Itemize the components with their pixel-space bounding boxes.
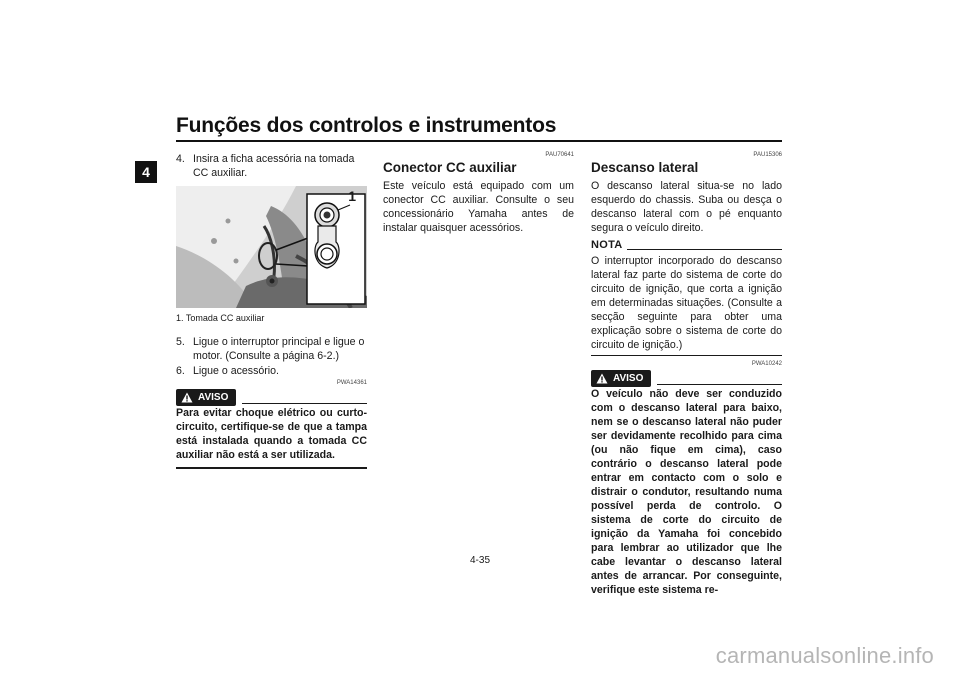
page-title: Funções dos controlos e instrumentos [176, 114, 557, 137]
warning-header [591, 370, 782, 387]
section-heading: Descanso lateral [591, 160, 699, 175]
step-number: 4. [176, 153, 185, 165]
warning-badge [176, 389, 236, 406]
step-6 [176, 364, 367, 378]
warning-header [176, 389, 367, 406]
warning-triangle-icon [181, 392, 193, 403]
socket-illustration [176, 186, 367, 308]
warning-code: PWA10242 [751, 361, 782, 367]
column-2 [383, 151, 574, 235]
section-heading: Conector CC auxiliar [383, 160, 517, 175]
warning-text: O veículo não deve ser conduzido com o descanso lateral para baixo, nem se o descanso lateral não puder ser devidamente recolhido para cima (ou não fique em cima), caso contrário o descanso lateral pode entrar em contacto com o solo e distrair o condutor, resultando numa possível perda de controlo. O sistema de corte do circuito de ignição da Yamaha foi concebido para lembrar ao utilizador que lhe cabe levantar o descanso lateral antes de arrancar. Por conseguinte, verifique este sistema re- [591, 388, 782, 596]
section-text: Este veículo está equipado com um conector CC auxiliar. Consulte o seu concessionário Yamaha antes de instalar quaisquer acessórios. [383, 180, 574, 234]
column-1 [176, 152, 367, 469]
step-text: Insira a ficha acessória na tomada CC auxiliar. [193, 153, 355, 179]
chapter-tab: 4 [135, 161, 157, 183]
column-3 [591, 151, 782, 597]
socket-photo [176, 186, 367, 308]
note-text: O interruptor incorporado do descanso lateral faz parte do sistema de corte do circuito de ignição, que corta a ignição em determinadas situações. (Consulte a secção seguinte para obter uma explicação sobre o sistema de corte do circuito de ignição.) [591, 255, 782, 351]
figure-caption: 1. Tomada CC auxiliar [176, 313, 265, 323]
warning-label: AVISO [613, 372, 644, 384]
warning-code: PWA14361 [336, 380, 367, 386]
step-text: Ligue o acessório. [193, 365, 279, 377]
warning-rule [657, 384, 782, 385]
warning-label: AVISO [198, 391, 229, 403]
figure-callout-number: 1 [348, 188, 356, 204]
section-code: PAU70641 [545, 152, 574, 158]
section-code: PAU15306 [753, 152, 782, 158]
title-rule [176, 140, 782, 142]
step-4 [176, 152, 367, 180]
step-number: 6. [176, 365, 185, 377]
note-rule [627, 249, 782, 250]
warning-text: Para evitar choque elétrico ou curto-circuito, certifique-se de que a tampa está instalada quando a tomada CC auxiliar não está a ser utilizada. [176, 407, 367, 461]
note-header [591, 238, 782, 252]
warning-rule [242, 403, 367, 404]
section-text: O descanso lateral situa-se no lado esquerdo do chassis. Suba ou desça o descanso lateral com o pé enquanto segura o veículo direito. [591, 180, 782, 234]
step-number: 5. [176, 336, 185, 348]
watermark: carmanualsonline.info [715, 643, 934, 668]
step-text: Ligue o interruptor principal e ligue o motor. (Consulte a página 6-2.) [193, 336, 365, 362]
note-end-rule [591, 355, 782, 356]
page-number: 4-35 [469, 555, 490, 566]
note-label: NOTA [591, 239, 623, 251]
warning-triangle-icon [596, 373, 608, 384]
step-5 [176, 335, 367, 363]
warning-badge [591, 370, 651, 387]
warning-end-rule [176, 467, 367, 469]
